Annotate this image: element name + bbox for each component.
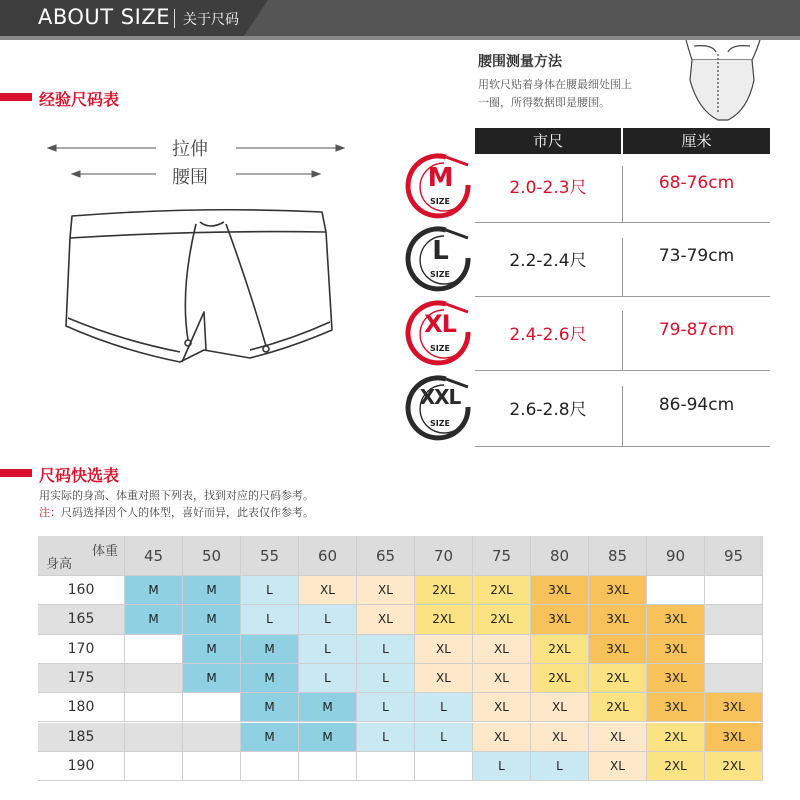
size-col-divider [622, 311, 623, 370]
quick-cell: XL [415, 635, 473, 664]
arrow-left-icon [72, 171, 80, 177]
size-chi-value: 2.2-2.4尺 [509, 251, 587, 271]
header-title-separator [174, 9, 175, 28]
weight-header-65: 65 [357, 536, 415, 576]
weight-header-60: 60 [299, 536, 357, 576]
quick-cell: XL [473, 635, 531, 664]
height-row-header-175: 175 [38, 664, 125, 693]
quick-cell [705, 635, 763, 664]
section-marker-experience [0, 93, 32, 101]
quick-cell: L [415, 723, 473, 752]
size-badge-sub: SIZE [429, 419, 450, 428]
size-row-divider [475, 296, 770, 297]
quick-cell [705, 605, 763, 634]
quick-note-2-prefix: 注： [39, 506, 61, 519]
waist-method-title: 腰围测量方法 [478, 54, 562, 70]
quick-cell: M [241, 635, 299, 664]
quick-cell: XL [357, 576, 415, 605]
quick-cell: XL [589, 723, 647, 752]
size-cm-value: 68-76cm [658, 173, 735, 193]
quick-cell [705, 664, 763, 693]
quick-cell: 2XL [473, 576, 531, 605]
quick-cell: M [183, 635, 241, 664]
quick-cell: 3XL [705, 693, 763, 722]
quick-cell: 3XL [531, 605, 589, 634]
quick-note-2 [39, 504, 314, 520]
quick-corner-header [38, 536, 125, 576]
quick-cell: L [299, 605, 357, 634]
height-row-header-180: 180 [38, 693, 125, 722]
quick-cell: 2XL [415, 576, 473, 605]
quick-cell: 3XL [647, 693, 705, 722]
quick-cell: L [357, 664, 415, 693]
weight-header-50: 50 [183, 536, 241, 576]
shorts-illustration [60, 200, 340, 380]
size-chi-value: 2.0-2.3尺 [509, 178, 587, 198]
quick-cell: M [299, 693, 357, 722]
size-cm-value: 79-87cm [658, 319, 735, 340]
quick-cell [183, 723, 241, 752]
quick-cell: 3XL [647, 664, 705, 693]
quick-cell [241, 752, 299, 781]
size-cm-value: 73-79cm [658, 246, 735, 266]
arrow-left-icon [48, 145, 56, 151]
size-badge-sub: SIZE [429, 343, 450, 353]
quick-cell [415, 752, 473, 781]
quick-cell: XL [473, 693, 531, 722]
quick-cell: 2XL [531, 635, 589, 664]
quick-cell: M [241, 693, 299, 722]
height-row-header-170: 170 [38, 635, 125, 664]
size-table-header-chi: 市尺 [475, 128, 621, 154]
weight-axis-label: 体重 [91, 544, 118, 559]
size-badge-sub: SIZE [429, 197, 450, 206]
quick-cell: XL [531, 693, 589, 722]
size-badge-label: M [427, 163, 453, 193]
arrow-right-icon [312, 171, 320, 177]
waist-method-desc-1: 用软尺贴着身体在腰最细处围上 [478, 78, 632, 91]
size-row-divider [475, 446, 770, 447]
quick-cell: L [357, 635, 415, 664]
quick-cell [125, 635, 183, 664]
quick-cell: M [183, 576, 241, 605]
quick-cell: L [357, 693, 415, 722]
height-row-header-160: 160 [38, 576, 125, 605]
size-badge-label: XXL [419, 385, 461, 409]
quick-cell: M [241, 723, 299, 752]
quick-cell: 2XL [415, 605, 473, 634]
quick-cell: 2XL [589, 693, 647, 722]
quick-cell: M [299, 723, 357, 752]
size-badge-label: XL [424, 309, 456, 338]
quick-cell: L [531, 752, 589, 781]
quick-cell [183, 693, 241, 722]
section-title-experience: 经验尺码表 [39, 90, 120, 109]
quick-cell [647, 576, 705, 605]
quick-cell: XL [589, 752, 647, 781]
weight-header-55: 55 [241, 536, 299, 576]
quick-cell: XL [357, 605, 415, 634]
weight-header-75: 75 [473, 536, 531, 576]
quick-cell: L [473, 752, 531, 781]
quick-cell: L [357, 723, 415, 752]
quick-size-table [38, 536, 762, 782]
height-axis-label: 身高 [46, 557, 73, 572]
stretch-label: 拉伸 [172, 139, 208, 160]
weight-header-95: 95 [705, 536, 763, 576]
quick-cell [183, 752, 241, 781]
section-marker-quick [0, 469, 32, 477]
section-title-quick: 尺码快选表 [39, 466, 120, 485]
quick-cell: XL [415, 664, 473, 693]
size-chi-value: 2.4-2.6尺 [509, 324, 587, 345]
quick-cell: L [299, 664, 357, 693]
weight-header-70: 70 [415, 536, 473, 576]
quick-cell [125, 664, 183, 693]
quick-cell: 3XL [589, 576, 647, 605]
quick-note-2-text: 尺码选择因个人的体型，喜好而异，此表仅作参考。 [61, 506, 314, 519]
quick-cell: L [241, 605, 299, 634]
quick-cell: XL [299, 576, 357, 605]
header-title-cn: 关于尺码 [183, 12, 239, 28]
weight-header-80: 80 [531, 536, 589, 576]
quick-cell [125, 752, 183, 781]
quick-cell [125, 693, 183, 722]
size-cm-value: 86-94cm [658, 395, 735, 415]
size-row-divider [475, 222, 770, 223]
quick-cell: 3XL [531, 576, 589, 605]
quick-cell: M [183, 664, 241, 693]
quick-cell: L [241, 576, 299, 605]
quick-cell: 3XL [589, 605, 647, 634]
quick-cell: 2XL [473, 605, 531, 634]
quick-cell: 2XL [705, 752, 763, 781]
height-row-header-165: 165 [38, 605, 125, 634]
size-col-divider [622, 386, 623, 446]
quick-cell: 2XL [531, 664, 589, 693]
quick-cell: XL [531, 723, 589, 752]
size-row-divider [475, 370, 770, 371]
size-table-header-cm: 厘米 [623, 128, 770, 154]
quick-cell: 3XL [705, 723, 763, 752]
quick-cell: M [125, 605, 183, 634]
quick-cell: L [299, 635, 357, 664]
height-row-header-190: 190 [38, 752, 125, 781]
size-badge-sub: SIZE [429, 270, 450, 279]
header-title-en: ABOUT SIZE [38, 5, 170, 29]
height-row-header-185: 185 [38, 723, 125, 752]
quick-cell: M [183, 605, 241, 634]
quick-cell [299, 752, 357, 781]
quick-cell: 3XL [589, 635, 647, 664]
quick-cell: 3XL [647, 605, 705, 634]
size-chi-value: 2.6-2.8尺 [509, 400, 587, 420]
size-badge-label: L [432, 236, 448, 266]
quick-cell: 3XL [647, 635, 705, 664]
size-col-divider [622, 166, 623, 222]
waist-measure-illustration [672, 40, 772, 124]
size-col-divider [622, 238, 623, 296]
waist-label: 腰围 [172, 167, 208, 188]
weight-header-85: 85 [589, 536, 647, 576]
quick-note-1: 用实际的身高、体重对照下列表，找到对应的尺码参考。 [39, 489, 314, 502]
quick-cell [705, 576, 763, 605]
arrow-right-icon [336, 145, 344, 151]
quick-cell: 2XL [589, 664, 647, 693]
quick-cell: M [241, 664, 299, 693]
quick-cell: L [415, 693, 473, 722]
weight-header-45: 45 [125, 536, 183, 576]
quick-cell [357, 752, 415, 781]
quick-cell: 2XL [647, 752, 705, 781]
quick-cell: M [125, 576, 183, 605]
quick-cell: 2XL [647, 723, 705, 752]
quick-cell: XL [473, 723, 531, 752]
quick-cell: XL [473, 664, 531, 693]
waist-method-desc-2: 一圈，所得数据即是腰围。 [478, 96, 610, 109]
quick-cell [125, 723, 183, 752]
weight-header-90: 90 [647, 536, 705, 576]
